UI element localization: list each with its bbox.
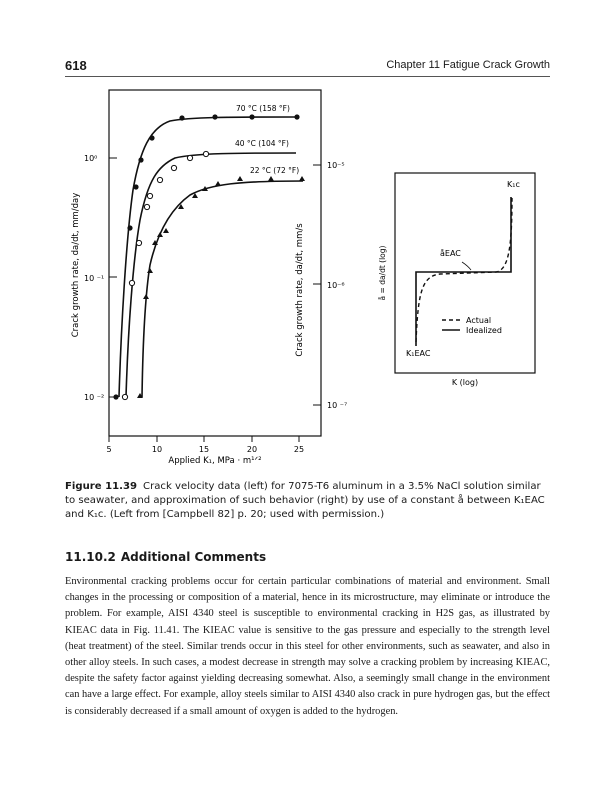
x-tick-10: 10 [151, 445, 163, 454]
curve-22c [142, 181, 303, 397]
left-plot-frame [109, 90, 321, 436]
figure-caption [65, 480, 550, 522]
x-tick-15: 15 [198, 445, 210, 454]
caption-label: Figure 11.39 [65, 481, 138, 492]
y-axis-label-left: Crack growth rate, da/dt, mm/day [71, 192, 81, 338]
body-paragraph: Environmental cracking problems occur for certain particular combinations of material and environment. Small changes in the processing or composition of a material, hence in its microstructure, may eliminate or introduce the problem. For example, AISI 4340 steel is susceptible to environmental cracking in H2S gas, as illustrated by KIEAC data in Fig. 11.41. The KIEAC value is sensitive to the gas pressure and especially to the strength level (heat treatment) of the steel. Similar trends occur in this steel for other environments, such as seawater, and also in other alloy steels. In such cases, a modest decrease in strength may solve a cracking problem by increasing KIEAC, despite the safety factor against yielding decreasing somewhat. Also, a seemingly small change in the environment can have a large effect. For example, alloy steels similar to AISI 4340 also crack in pure hydrogen gas, but the effect is considerably decreased if a small amount of oxygen is added to the hydrogen. [65, 576, 550, 717]
k-ic-label: K₁c [507, 180, 520, 189]
a-eac-label: åEAC [440, 249, 461, 258]
y-tick-left-3: 10 ⁻² [84, 393, 105, 402]
y-tick-left-2: 10 ⁻¹ [84, 274, 105, 283]
right-chart [378, 173, 535, 387]
body-text [65, 574, 550, 720]
section-title: Additional Comments [120, 550, 267, 564]
legend-actual: Actual [466, 316, 492, 325]
k-ieac-label: K₁EAC [406, 349, 431, 358]
section-heading [65, 550, 271, 564]
x-tick-5: 5 [106, 445, 112, 454]
page-number: 618 [65, 58, 87, 73]
running-head: Chapter 11 Fatigue Crack Growth [386, 59, 550, 71]
a-eac-arrow [462, 262, 471, 270]
x-tick-20: 20 [246, 445, 258, 454]
caption-text: Crack velocity data (left) for 7075-T6 aluminum in a 3.5% NaCl solution similar to seawater, and approximation of such behavior (right) by use of a constant å between K₁EAC and K₁c. (Left from [Campbell 82] p. 20; used with permission.) [65, 481, 545, 520]
label-70c: 70 °C (158 °F) [236, 104, 290, 113]
curve-40c [126, 153, 296, 397]
y-axis-label-right: Crack growth rate, da/dt, mm/s [295, 223, 305, 357]
y-tick-right-1: 10⁻⁵ [327, 161, 345, 170]
actual-curve [416, 198, 512, 342]
left-chart [71, 90, 347, 466]
legend-idealized: Idealized [466, 326, 502, 335]
label-40c: 40 °C (104 °F) [235, 139, 289, 148]
section-number: 11.10.2 [65, 550, 116, 564]
label-22c: 22 °C (72 °F) [250, 166, 300, 175]
right-y-label: å = da/dt (log) [378, 245, 387, 301]
y-tick-right-2: 10⁻⁶ [327, 281, 345, 290]
y-tick-left-1: 10⁰ [84, 154, 98, 163]
series-22c-points [137, 176, 305, 398]
y-tick-right-3: 10 ⁻⁷ [327, 401, 348, 410]
x-axis-label: Applied K₁, MPa · m¹ᐟ² [168, 456, 262, 466]
right-x-label: K (log) [451, 378, 479, 387]
x-tick-25: 25 [293, 445, 305, 454]
